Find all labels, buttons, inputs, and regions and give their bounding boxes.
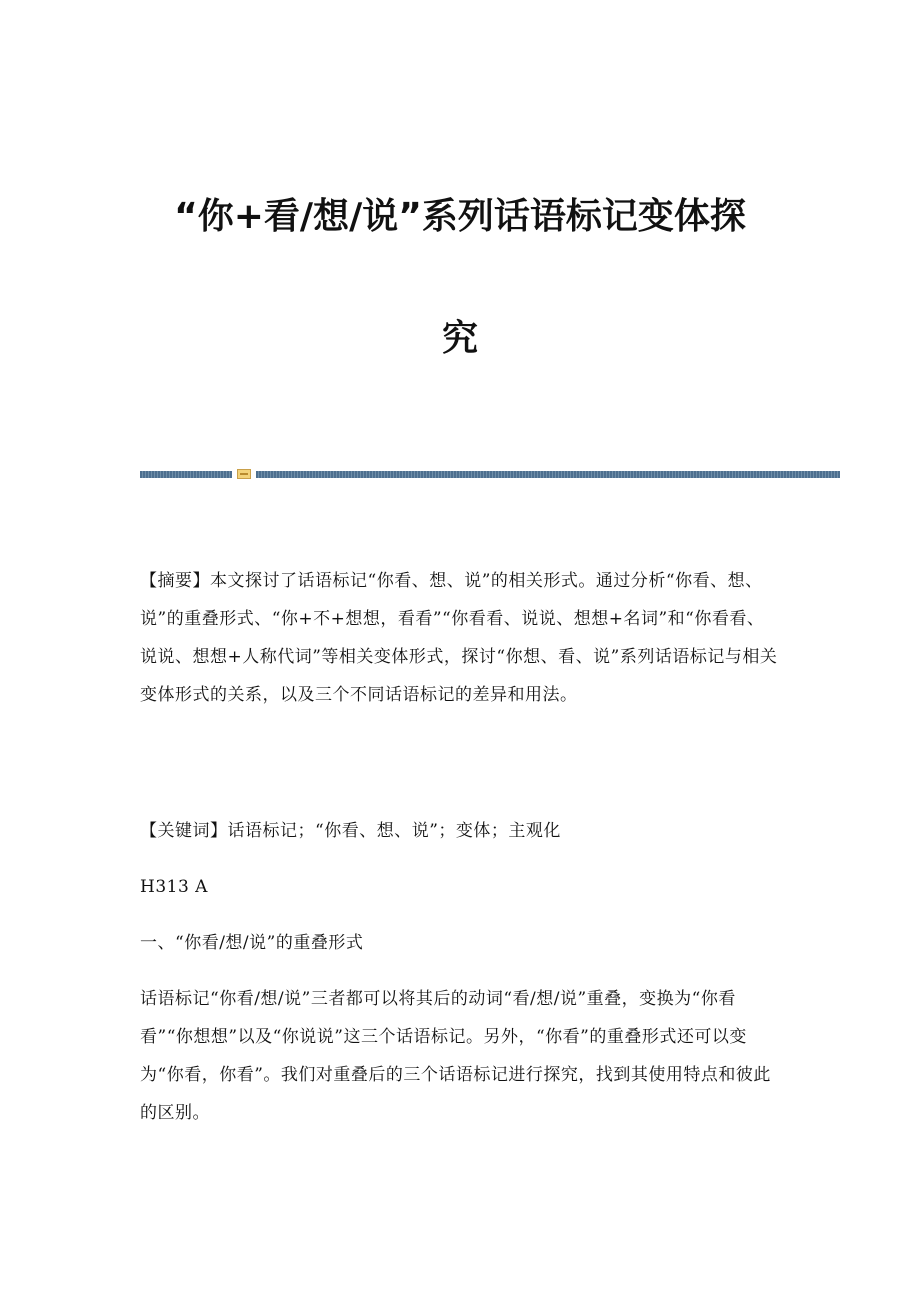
abstract-label: 【摘要】 [140,571,210,591]
title-line-1: “你+看/想/说”系列话语标记变体探 [174,196,746,237]
divider-right-bar [256,471,840,478]
abstract-text: 本文探讨了话语标记“你看、想、说”的相关形式。通过分析“你看、想、说”的重叠形式、“你+不+想想，看看”“你看看、说说、想想+名词”和“你看看、说说、想想+人称代词”等相关变体形式，探讨“你想、看、说”系列话语标记与相关变体形式的关系，以及三个不同话语标记的差异和用法。 [140,571,778,705]
body-paragraph: 话语标记“你看/想/说”三者都可以将其后的动词“看/想/说”重叠，变换为“你看看”“你想想”以及“你说说”这三个话语标记。另外，“你看”的重叠形式还可以变为“你看，你看”。我们对重叠后的三个话语标记进行探究，找到其使用特点和彼此的区别。 [140,989,771,1123]
classification-code: H313 A [140,877,208,897]
title-divider [140,469,840,479]
keywords [140,812,780,850]
divider-ornament-icon [237,469,251,479]
divider-left-bar [140,471,232,478]
keywords-text: 话语标记；“你看、想、说”；变体；主观化 [227,821,561,841]
title-line-2: 究 [441,318,478,359]
abstract [140,562,780,714]
section-heading: 一、“你看/想/说”的重叠形式 [140,933,364,953]
keywords-label: 【关键词】 [140,821,228,841]
